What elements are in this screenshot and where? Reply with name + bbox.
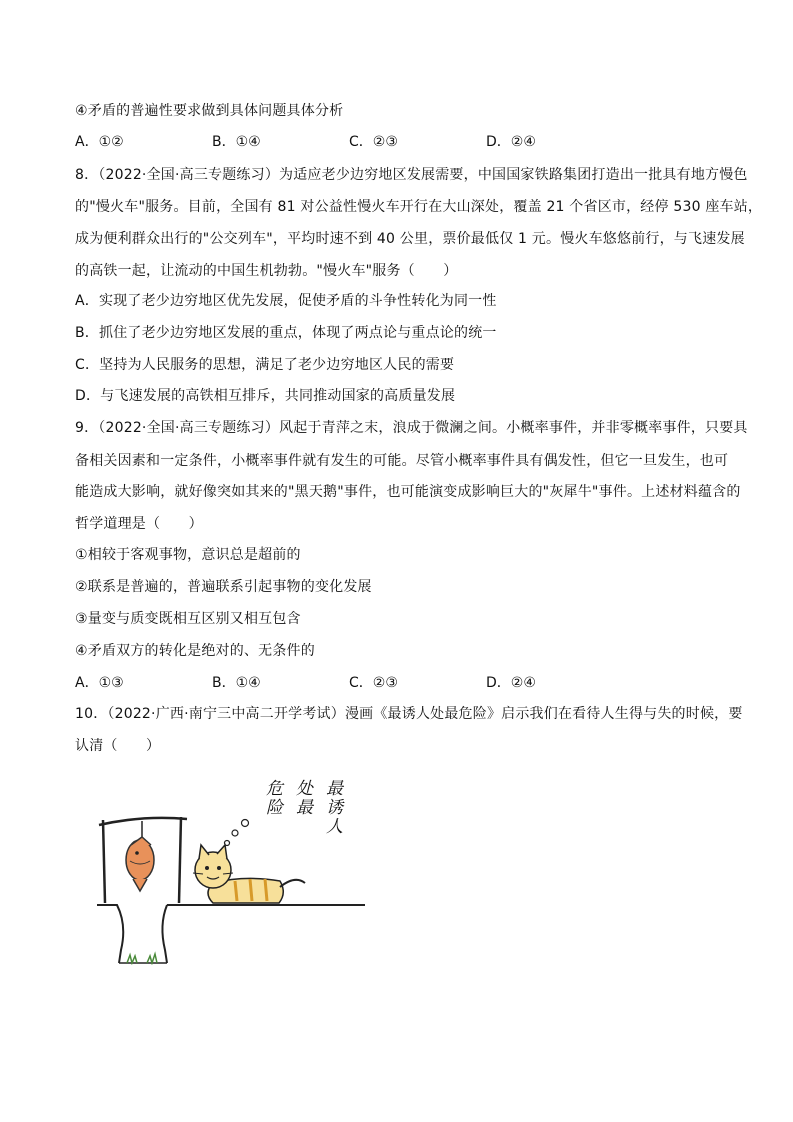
q7-options xyxy=(75,132,725,152)
q7-option-b: B．①④ xyxy=(212,134,261,150)
trap-cartoon-image xyxy=(95,775,370,965)
q9-option-b: B．①④ xyxy=(212,675,261,691)
q9-options xyxy=(75,673,725,693)
q10-stem-line: 认清（ ） xyxy=(75,738,161,754)
q9-stem-line: 9．（2022·全国·高三专题练习）风起于青萍之末，浪成于微澜之间。小概率事件，并非零概率事件，只要具 xyxy=(75,420,748,436)
q8-stem-line: 的"慢火车"服务。目前，全国有 81 对公益性慢火车开行在大山深处，覆盖 21 个省区市，经停 530 座车站， xyxy=(75,199,763,215)
q8-option-d: D．与飞速发展的高铁相互排斥，共同推动国家的高质量发展 xyxy=(75,388,456,404)
q7-option-c: C．②③ xyxy=(349,134,398,150)
q10-stem-line: 10．（2022·广西·南宁三中高二开学考试）漫画《最诱人处最危险》启示我们在看待人生得与失的时候，要 xyxy=(75,706,743,722)
q7-statement-4: ④矛盾的普遍性要求做到具体问题具体分析 xyxy=(75,103,344,119)
q9-stem-line: 能造成大影响，就好像突如其来的"黑天鹅"事件，也可能演变成影响巨大的"灰犀牛"事件。上述材料蕴含的 xyxy=(75,484,741,500)
q9-stem-line: 备相关因素和一定条件，小概率事件就有发生的可能。尽管小概率事件具有偶发性，但它一旦发生，也可 xyxy=(75,453,729,469)
q8-option-c: C．坚持为人民服务的思想，满足了老少边穷地区人民的需要 xyxy=(75,357,455,373)
q9-statement-4: ④矛盾双方的转化是绝对的、无条件的 xyxy=(75,643,315,659)
q8-stem-line: 成为便利群众出行的"公交列车"，平均时速不到 40 公里，票价最低仅 1 元。慢火车悠悠前行，与飞速发展 xyxy=(75,231,745,247)
q8-stem-line: 8．（2022·全国·高三专题练习）为适应老少边穷地区发展需要，中国国家铁路集团打造出一批具有地方慢色 xyxy=(75,167,748,183)
q9-option-c: C．②③ xyxy=(349,675,398,691)
cartoon-text-col1: 最诱人 xyxy=(322,779,342,836)
q8-option-b: B．抓住了老少边穷地区发展的重点，体现了两点论与重点论的统一 xyxy=(75,325,497,341)
q9-option-d: D．②④ xyxy=(486,675,536,691)
q9-statement-1: ①相较于客观事物，意识总是超前的 xyxy=(75,547,301,563)
q9-stem-line: 哲学道理是（ ） xyxy=(75,516,203,532)
q7-option-d: D．②④ xyxy=(486,134,536,150)
q8-option-a: A．实现了老少边穷地区优先发展，促使矛盾的斗争性转化为同一性 xyxy=(75,293,497,309)
q7-option-a: A．①② xyxy=(75,134,124,150)
cartoon-text-col2: 处最 xyxy=(292,779,312,817)
q9-statement-2: ②联系是普遍的，普遍联系引起事物的变化发展 xyxy=(75,579,372,595)
q8-stem-line: 的高铁一起，让流动的中国生机勃勃。"慢火车"服务（ ） xyxy=(75,263,458,279)
q9-statement-3: ③量变与质变既相互区别又相互包含 xyxy=(75,611,301,627)
cartoon-text-col3: 危险 xyxy=(262,779,282,817)
q9-option-a: A．①③ xyxy=(75,675,124,691)
